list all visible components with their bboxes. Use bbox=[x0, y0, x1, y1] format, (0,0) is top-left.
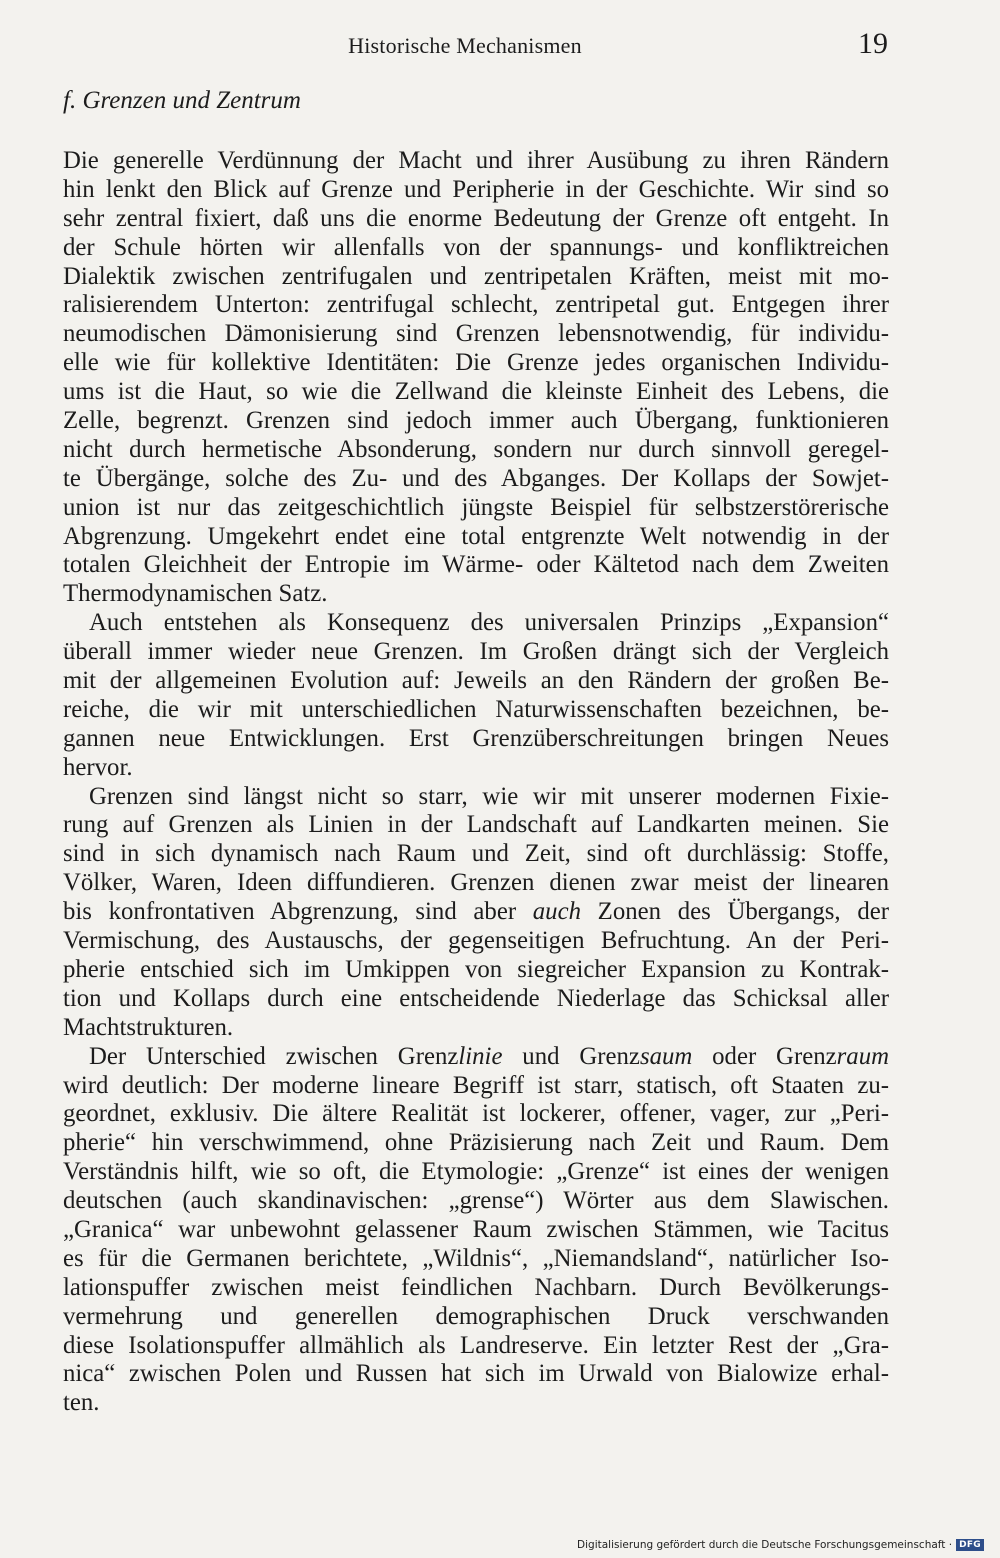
text-line: te Übergänge, solche des Zu- und des Abganges. Der Kollaps der Sowjet- bbox=[63, 464, 889, 492]
text-line: es für die Germanen berichtete, „Wildnis“, „Niemandsland“, natürlicher Iso- bbox=[63, 1244, 889, 1272]
text-line bbox=[63, 898, 889, 927]
text-line: diese Isolationspuffer allmählich als Landreserve. Ein letzter Rest der „Gra- bbox=[63, 1331, 889, 1359]
text-line: Thermodynamischen Satz. bbox=[63, 580, 328, 608]
text-line: Dialektik zwischen zentrifugalen und zentripetalen Kräften, meist mit mo- bbox=[63, 262, 889, 290]
text-line bbox=[63, 1043, 889, 1072]
text-line: sind in sich dynamisch nach Raum und Zeit, sind oft durchlässig: Stoffe, bbox=[63, 840, 889, 868]
page-number: 19 bbox=[858, 27, 888, 60]
body-text bbox=[63, 147, 889, 1418]
text-line: der Schule hörten wir allenfalls von der spannungs- und konfliktreichen bbox=[63, 233, 889, 261]
italic-emphasis: saum bbox=[639, 1042, 693, 1070]
text-run: Der Unterschied zwischen Grenz bbox=[89, 1042, 459, 1070]
text-line: überall immer wieder neue Grenzen. Im Großen drängt sich der Vergleich bbox=[63, 638, 889, 666]
text-run: bis konfrontativen Abgrenzung, sind aber bbox=[63, 898, 533, 926]
text-line: pherie“ hin verschwimmend, ohne Präzisierung nach Zeit und Raum. Dem bbox=[63, 1129, 889, 1157]
text-run: oder Grenz bbox=[692, 1042, 837, 1070]
text-line: ralisierendem Unterton: zentrifugal schlecht, zentripetal gut. Entgegen ihrer bbox=[63, 291, 889, 319]
text-line: pherie entschied sich im Umkippen von siegreicher Expansion zu Kontrak- bbox=[63, 955, 889, 983]
text-line: ten. bbox=[63, 1389, 100, 1417]
text-line: sehr zentral fixiert, daß uns die enorme Bedeutung der Grenze oft entgeht. In bbox=[63, 204, 889, 232]
text-line: geordnet, exklusiv. Die ältere Realität ist lockerer, offener, vager, zur „Peri- bbox=[63, 1100, 889, 1128]
text-line: „Granica“ war unbewohnt gelassener Raum zwischen Stämmen, wie Tacitus bbox=[63, 1215, 889, 1243]
text-line: Vermischung, des Austauschs, der gegenseitigen Befruchtung. An der Peri- bbox=[63, 927, 889, 955]
text-line: union ist nur das zeitgeschichtlich jüngste Beispiel für selbstzerstörerische bbox=[63, 493, 889, 521]
text-line: gannen neue Entwicklungen. Erst Grenzüberschreitungen bringen Neues bbox=[63, 724, 889, 752]
text-line: Völker, Waren, Ideen diffundieren. Grenzen dienen zwar meist der linearen bbox=[63, 869, 889, 897]
italic-emphasis: auch bbox=[532, 898, 581, 926]
text-line: hervor. bbox=[63, 753, 133, 781]
text-line: Abgrenzung. Umgekehrt endet eine total entgrenzte Welt notwendig in der bbox=[63, 522, 889, 550]
funding-footer bbox=[577, 1539, 984, 1551]
text-line: mit der allgemeinen Evolution auf: Jeweils an den Rändern der großen Be- bbox=[63, 667, 889, 695]
text-line: Grenzen sind längst nicht so starr, wie wir mit unserer modernen Fixie- bbox=[89, 782, 889, 810]
text-line: hin lenkt den Blick auf Grenze und Peripherie in der Geschichte. Wir sind so bbox=[63, 175, 889, 203]
text-line: tion und Kollaps durch eine entscheidende Niederlage das Schicksal aller bbox=[63, 984, 889, 1012]
text-run: und Grenz bbox=[502, 1042, 640, 1070]
text-run: Zonen des Übergangs, der bbox=[580, 898, 889, 926]
text-line: deutschen (auch skandinavischen: „grense“) Wörter aus dem Slawischen. bbox=[63, 1187, 889, 1215]
text-line: nica“ zwischen Polen und Russen hat sich im Urwald von Bialowize erhal- bbox=[63, 1360, 889, 1388]
text-line: ums ist die Haut, so wie die Zellwand die kleinste Einheit des Lebens, die bbox=[63, 378, 889, 406]
dfg-logo: DFG bbox=[956, 1539, 984, 1551]
running-title: Historische Mechanismen bbox=[348, 33, 582, 58]
italic-emphasis: linie bbox=[458, 1042, 503, 1070]
text-line: vermehrung und generellen demographischen Druck verschwanden bbox=[63, 1302, 889, 1330]
text-line: lationspuffer zwischen meist feindlichen Nachbarn. Durch Bevölkerungs- bbox=[63, 1273, 889, 1301]
text-line: nicht durch hermetische Absonderung, sondern nur durch sinnvoll geregel- bbox=[63, 435, 889, 463]
text-line: elle wie für kollektive Identitäten: Die Grenze jedes organischen Individu- bbox=[63, 349, 889, 377]
text-line: Verständnis hilft, wie so oft, die Etymologie: „Grenze“ ist eines der wenigen bbox=[63, 1158, 889, 1186]
italic-emphasis: raum bbox=[836, 1042, 889, 1070]
text-line: Die generelle Verdünnung der Macht und ihrer Ausübung zu ihren Rändern bbox=[63, 147, 889, 174]
text-line: wird deutlich: Der moderne lineare Begriff ist starr, statisch, oft Staaten zu- bbox=[63, 1071, 889, 1099]
funding-note: Digitalisierung gefördert durch die Deutsche Forschungsgemeinschaft · bbox=[577, 1539, 953, 1551]
text-line: Auch entstehen als Konsequenz des universalen Prinzips „Expansion“ bbox=[89, 609, 889, 637]
text-line: rung auf Grenzen als Linien in der Landschaft auf Landkarten meinen. Sie bbox=[63, 811, 889, 839]
text-line: Zelle, begrenzt. Grenzen sind jedoch immer auch Übergang, funktionieren bbox=[63, 407, 889, 435]
text-line: neumodischen Dämonisierung sind Grenzen lebensnotwendig, für individu- bbox=[63, 320, 889, 348]
text-line: totalen Gleichheit der Entropie im Wärme- oder Kältetod nach dem Zweiten bbox=[63, 551, 889, 579]
section-heading: f. Grenzen und Zentrum bbox=[63, 87, 301, 114]
text-line: reiche, die wir mit unterschiedlichen Naturwissenschaften bezeichnen, be- bbox=[63, 695, 889, 723]
text-line: Machtstrukturen. bbox=[63, 1013, 234, 1041]
